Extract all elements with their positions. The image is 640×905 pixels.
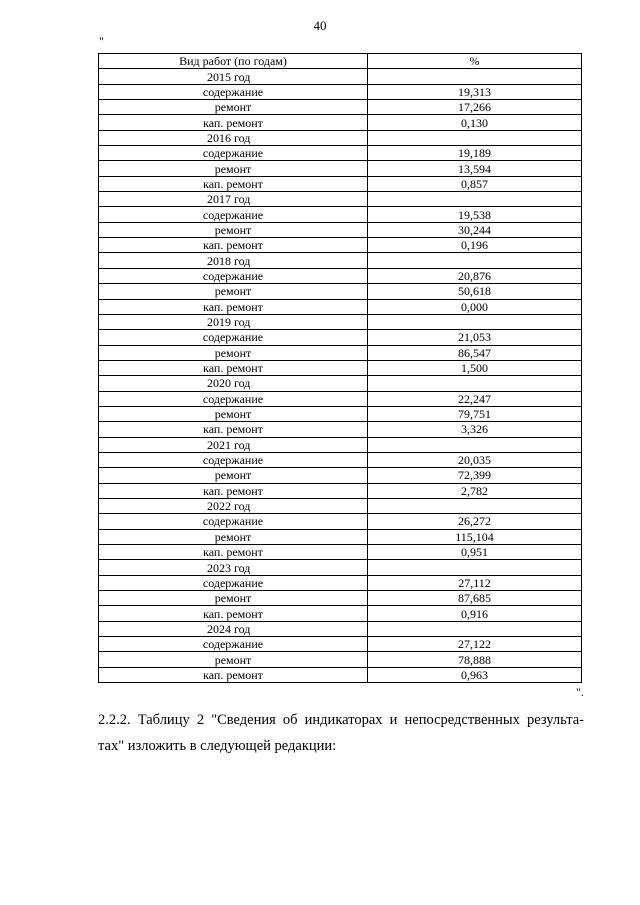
table-row: [99, 391, 582, 406]
work-type-cell: ремонт: [99, 591, 368, 606]
percent-cell: 21,053: [368, 330, 582, 345]
percent-cell: 0,916: [368, 606, 582, 621]
table-row: [99, 406, 582, 421]
work-type-cell: кап. ремонт: [99, 545, 368, 560]
work-type-cell: ремонт: [99, 100, 368, 115]
percent-cell: 2,782: [368, 483, 582, 498]
table-row: [99, 176, 582, 191]
table-row: [99, 299, 582, 314]
year-value-cell: [368, 560, 582, 575]
work-type-cell: содержание: [99, 391, 368, 406]
percent-cell: 86,547: [368, 345, 582, 360]
work-type-cell: ремонт: [99, 529, 368, 544]
year-value-cell: [368, 498, 582, 513]
work-type-cell: содержание: [99, 268, 368, 283]
table-row: [99, 575, 582, 590]
percent-cell: 0,963: [368, 667, 582, 682]
percent-cell: 13,594: [368, 161, 582, 176]
table-row: [99, 222, 582, 237]
year-value-cell: [368, 69, 582, 84]
header-work-type: Вид работ (по годам): [99, 54, 368, 69]
year-cell: 2022 год: [99, 498, 368, 513]
work-type-cell: кап. ремонт: [99, 422, 368, 437]
percent-cell: 27,122: [368, 637, 582, 652]
table-year-row: [99, 437, 582, 452]
year-value-cell: [368, 314, 582, 329]
year-cell: 2023 год: [99, 560, 368, 575]
table-row: [99, 84, 582, 99]
year-cell: 2019 год: [99, 314, 368, 329]
table-row: [99, 606, 582, 621]
work-type-cell: кап. ремонт: [99, 115, 368, 130]
year-cell: 2017 год: [99, 192, 368, 207]
table-row: [99, 468, 582, 483]
paragraph-line-2: тах" изложить в следующей редакции:: [98, 738, 337, 754]
table-year-row: [99, 192, 582, 207]
table-row: [99, 452, 582, 467]
closing-quote-mark: ".: [576, 685, 584, 699]
percent-cell: 19,538: [368, 207, 582, 222]
year-cell: 2016 год: [99, 130, 368, 145]
work-type-cell: содержание: [99, 575, 368, 590]
work-type-cell: содержание: [99, 207, 368, 222]
percent-cell: 20,876: [368, 268, 582, 283]
table-year-row: [99, 69, 582, 84]
percent-cell: 87,685: [368, 591, 582, 606]
table-year-row: [99, 130, 582, 145]
header-percent: %: [368, 54, 582, 69]
percent-cell: 0,951: [368, 545, 582, 560]
table-row: [99, 422, 582, 437]
table-row: [99, 667, 582, 682]
percent-cell: 79,751: [368, 406, 582, 421]
work-type-cell: ремонт: [99, 161, 368, 176]
work-type-cell: кап. ремонт: [99, 299, 368, 314]
percent-cell: 78,888: [368, 652, 582, 667]
opening-quote-mark: ": [99, 34, 104, 48]
percent-cell: 26,272: [368, 514, 582, 529]
work-type-cell: содержание: [99, 452, 368, 467]
work-type-cell: ремонт: [99, 652, 368, 667]
work-type-cell: ремонт: [99, 468, 368, 483]
percent-cell: 0,000: [368, 299, 582, 314]
percent-cell: 19,313: [368, 84, 582, 99]
work-type-cell: кап. ремонт: [99, 667, 368, 682]
table-row: [99, 146, 582, 161]
table-row: [99, 652, 582, 667]
year-cell: 2021 год: [99, 437, 368, 452]
work-types-table: [98, 53, 582, 683]
work-type-cell: кап. ремонт: [99, 238, 368, 253]
work-type-cell: ремонт: [99, 222, 368, 237]
table-row: [99, 637, 582, 652]
work-type-cell: содержание: [99, 637, 368, 652]
percent-cell: 72,399: [368, 468, 582, 483]
percent-cell: 30,244: [368, 222, 582, 237]
percent-cell: 19,189: [368, 146, 582, 161]
table-year-row: [99, 253, 582, 268]
table-year-row: [99, 498, 582, 513]
table-year-row: [99, 560, 582, 575]
amendment-paragraph: [98, 707, 584, 759]
table-row: [99, 207, 582, 222]
year-cell: 2024 год: [99, 621, 368, 636]
year-cell: 2018 год: [99, 253, 368, 268]
table-row: [99, 483, 582, 498]
work-type-cell: ремонт: [99, 284, 368, 299]
work-type-cell: кап. ремонт: [99, 176, 368, 191]
table-row: [99, 545, 582, 560]
table-row: [99, 345, 582, 360]
table-row: [99, 100, 582, 115]
table-row: [99, 330, 582, 345]
table-row: [99, 115, 582, 130]
table-row: [99, 161, 582, 176]
work-type-cell: содержание: [99, 146, 368, 161]
work-type-cell: кап. ремонт: [99, 606, 368, 621]
year-cell: 2020 год: [99, 376, 368, 391]
percent-cell: 0,130: [368, 115, 582, 130]
work-type-cell: содержание: [99, 514, 368, 529]
table-year-row: [99, 376, 582, 391]
percent-cell: 0,196: [368, 238, 582, 253]
percent-cell: 20,035: [368, 452, 582, 467]
year-value-cell: [368, 437, 582, 452]
table-row: [99, 529, 582, 544]
year-cell: 2015 год: [99, 69, 368, 84]
table-year-row: [99, 314, 582, 329]
year-value-cell: [368, 192, 582, 207]
table-row: [99, 284, 582, 299]
year-value-cell: [368, 621, 582, 636]
work-type-cell: содержание: [99, 84, 368, 99]
percent-cell: 17,266: [368, 100, 582, 115]
table-header-row: [99, 54, 582, 69]
percent-cell: 3,326: [368, 422, 582, 437]
percent-cell: 22,247: [368, 391, 582, 406]
work-type-cell: кап. ремонт: [99, 483, 368, 498]
table-row: [99, 360, 582, 375]
paragraph-line-1: 2.2.2. Таблицу 2 "Сведения об индикаторах и непосредственных результа-: [98, 712, 584, 728]
year-value-cell: [368, 130, 582, 145]
work-type-cell: содержание: [99, 330, 368, 345]
table-row: [99, 591, 582, 606]
year-value-cell: [368, 376, 582, 391]
table-row: [99, 268, 582, 283]
percent-cell: 50,618: [368, 284, 582, 299]
year-value-cell: [368, 253, 582, 268]
work-type-cell: кап. ремонт: [99, 360, 368, 375]
percent-cell: 1,500: [368, 360, 582, 375]
table-body: [99, 69, 582, 683]
percent-cell: 115,104: [368, 529, 582, 544]
table-row: [99, 514, 582, 529]
percent-cell: 27,112: [368, 575, 582, 590]
page-number: 40: [313, 18, 327, 33]
percent-cell: 0,857: [368, 176, 582, 191]
table-year-row: [99, 621, 582, 636]
table-row: [99, 238, 582, 253]
work-type-cell: ремонт: [99, 406, 368, 421]
work-type-cell: ремонт: [99, 345, 368, 360]
